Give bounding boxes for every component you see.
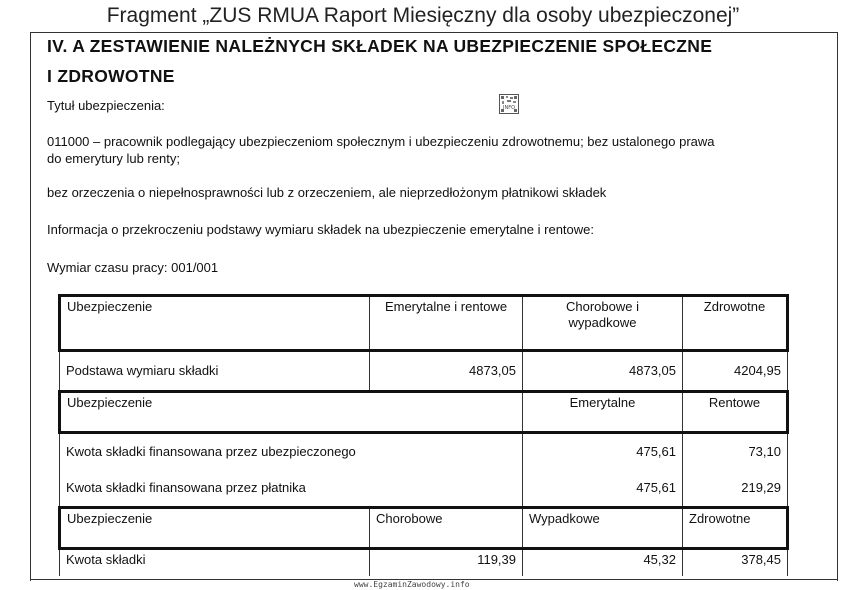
section-heading-continued: I ZDROWOTNE bbox=[47, 66, 175, 86]
page-title: Fragment „ZUS RMUA Raport Miesięczny dla osoby ubezpieczonej” bbox=[106, 4, 740, 27]
table-row bbox=[60, 433, 788, 471]
header-cell: Rentowe bbox=[683, 392, 788, 433]
header-cell-line: wypadkowe bbox=[568, 315, 637, 330]
header-cell: Emerytalne bbox=[523, 392, 683, 433]
value-cell: 219,29 bbox=[683, 470, 788, 508]
value-cell: 475,61 bbox=[523, 433, 683, 471]
watermark: www.EgzaminZawodowy.info bbox=[354, 580, 470, 589]
value-cell: 4873,05 bbox=[370, 351, 523, 392]
value-cell: 73,10 bbox=[683, 433, 788, 471]
section-heading: IV. A ZESTAWIENIE NALEŻNYCH SKŁADEK NA UBEZPIECZENIE SPOŁECZNE bbox=[47, 36, 713, 56]
header-cell-line: Chorobowe i bbox=[566, 299, 639, 314]
work-time: Wymiar czasu pracy: 001/001 bbox=[47, 260, 219, 275]
contributions-table bbox=[58, 294, 789, 576]
header-cell: Ubezpieczenie bbox=[60, 296, 370, 351]
table-header-row bbox=[60, 392, 788, 433]
table-header-row bbox=[60, 508, 788, 549]
qr-label: INFO bbox=[502, 105, 516, 111]
insurance-title-label: Tytuł ubezpieczenia: bbox=[47, 98, 165, 113]
insurance-code-line-continued: do emerytury lub renty; bbox=[47, 151, 180, 166]
value-cell: 119,39 bbox=[370, 549, 523, 577]
header-cell: Wypadkowe bbox=[523, 508, 683, 549]
value-cell: 475,61 bbox=[523, 470, 683, 508]
value-cell: 4204,95 bbox=[683, 351, 788, 392]
header-cell: Chorobowe bbox=[370, 508, 523, 549]
header-cell: Ubezpieczenie bbox=[60, 392, 523, 433]
qr-code-icon bbox=[499, 94, 519, 114]
value-cell: 378,45 bbox=[683, 549, 788, 577]
disability-status: bez orzeczenia o niepełnosprawności lub z orzeczeniem, ale nieprzedłożonym płatnikowi składek bbox=[47, 185, 607, 200]
row-label: Podstawa wymiaru składki bbox=[60, 351, 370, 392]
table-header-row bbox=[60, 296, 788, 351]
table-row bbox=[60, 470, 788, 508]
row-label: Kwota składki finansowana przez ubezpieczonego bbox=[60, 433, 523, 471]
table-row bbox=[60, 549, 788, 577]
header-cell: Zdrowotne bbox=[683, 508, 788, 549]
header-cell: Zdrowotne bbox=[683, 296, 788, 351]
exceed-info: Informacja o przekroczeniu podstawy wymiaru składek na ubezpieczenie emerytalne i rentowe: bbox=[47, 222, 594, 237]
row-label: Kwota składki bbox=[60, 549, 370, 577]
table-row bbox=[60, 351, 788, 392]
row-label: Kwota składki finansowana przez płatnika bbox=[60, 470, 523, 508]
header-cell: Ubezpieczenie bbox=[60, 508, 370, 549]
header-cell bbox=[523, 296, 683, 351]
header-cell: Emerytalne i rentowe bbox=[370, 296, 523, 351]
insurance-code-line: 011000 – pracownik podlegający ubezpieczeniom społecznym i ubezpieczeniu zdrowotnemu; bez ustalonego prawa bbox=[47, 134, 715, 149]
value-cell: 45,32 bbox=[523, 549, 683, 577]
value-cell: 4873,05 bbox=[523, 351, 683, 392]
